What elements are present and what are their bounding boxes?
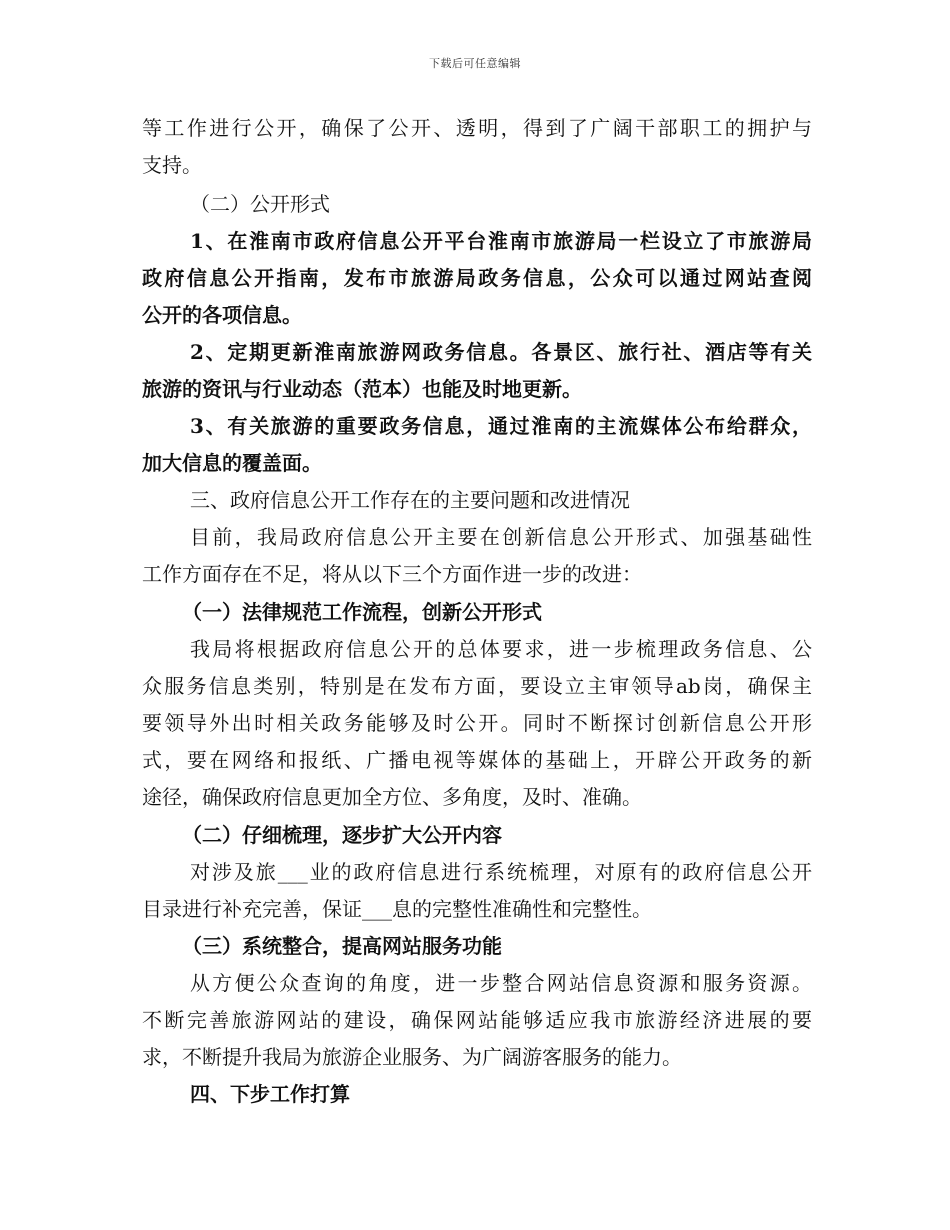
paragraph-line: 加大信息的覆盖面。 — [142, 451, 322, 475]
paragraph-line: 式，要在网络和报纸、广播电视等媒体的基础上，开辟公开政务的新 — [142, 748, 812, 772]
section-heading: 三、政府信息公开工作存在的主要问题和改进情况 — [190, 488, 630, 512]
paragraph-line: 目录进行补充完善，保证___息的完整性准确性和完整性。 — [142, 897, 652, 921]
section-heading: （二）公开形式 — [190, 192, 330, 216]
paragraph-line: 1、在淮南市政府信息公开平台淮南市旅游局一栏设立了市旅游局 — [190, 229, 812, 253]
paragraph-line: 工作方面存在不足，将从以下三个方面作进一步的改进： — [142, 562, 642, 586]
paragraph-line: 3、有关旅游的重要政务信息，通过淮南的主流媒体公布给群众， — [190, 414, 812, 438]
paragraph-line: 求，不断提升我局为旅游企业服务、为广阔游客服务的能力。 — [142, 1045, 682, 1069]
paragraph-line: 不断完善旅游网站的建设，确保网站能够适应我市旅游经济进展的要 — [142, 1008, 812, 1032]
subsection-heading: （二）仔细梳理，逐步扩大公开内容 — [182, 823, 502, 847]
paragraph-line: 要领导外出时相关政务能够及时公开。同时不断探讨创新信息公开形 — [142, 711, 812, 735]
paragraph-line: 政府信息公开指南，发布市旅游局政务信息，公众可以通过网站查阅 — [142, 266, 812, 290]
subsection-heading: （三）系统整合，提高网站服务功能 — [182, 934, 502, 958]
paragraph-line: 众服务信息类别，特别是在发布方面，要设立主审领导ab岗，确保主 — [142, 674, 812, 698]
paragraph-line: 支持。 — [142, 153, 202, 177]
page-header: 下载后可任意编辑 — [429, 57, 521, 70]
paragraph-line: 旅游的资讯与行业动态（范本）也能及时地更新。 — [142, 377, 582, 401]
section-heading: 四、下步工作打算 — [190, 1082, 350, 1106]
paragraph-line: 2、定期更新淮南旅游网政务信息。各景区、旅行社、酒店等有关 — [190, 340, 812, 364]
paragraph-line: 公开的各项信息。 — [142, 303, 302, 327]
paragraph-line: 途径，确保政府信息更加全方位、多角度，及时、准确。 — [142, 785, 642, 809]
paragraph-line: 我局将根据政府信息公开的总体要求，进一步梳理政务信息、公 — [190, 637, 812, 661]
paragraph-line: 对涉及旅___业的政府信息进行系统梳理，对原有的政府信息公开 — [190, 860, 812, 884]
paragraph-line: 目前，我局政府信息公开主要在创新信息公开形式、加强基础性 — [190, 525, 812, 549]
paragraph-line: 等工作进行公开，确保了公开、透明，得到了广阔干部职工的拥护与 — [142, 116, 812, 140]
paragraph-line: 从方便公众查询的角度，进一步整合网站信息资源和服务资源。 — [190, 971, 812, 995]
subsection-heading: （一）法律规范工作流程，创新公开形式 — [182, 600, 542, 624]
